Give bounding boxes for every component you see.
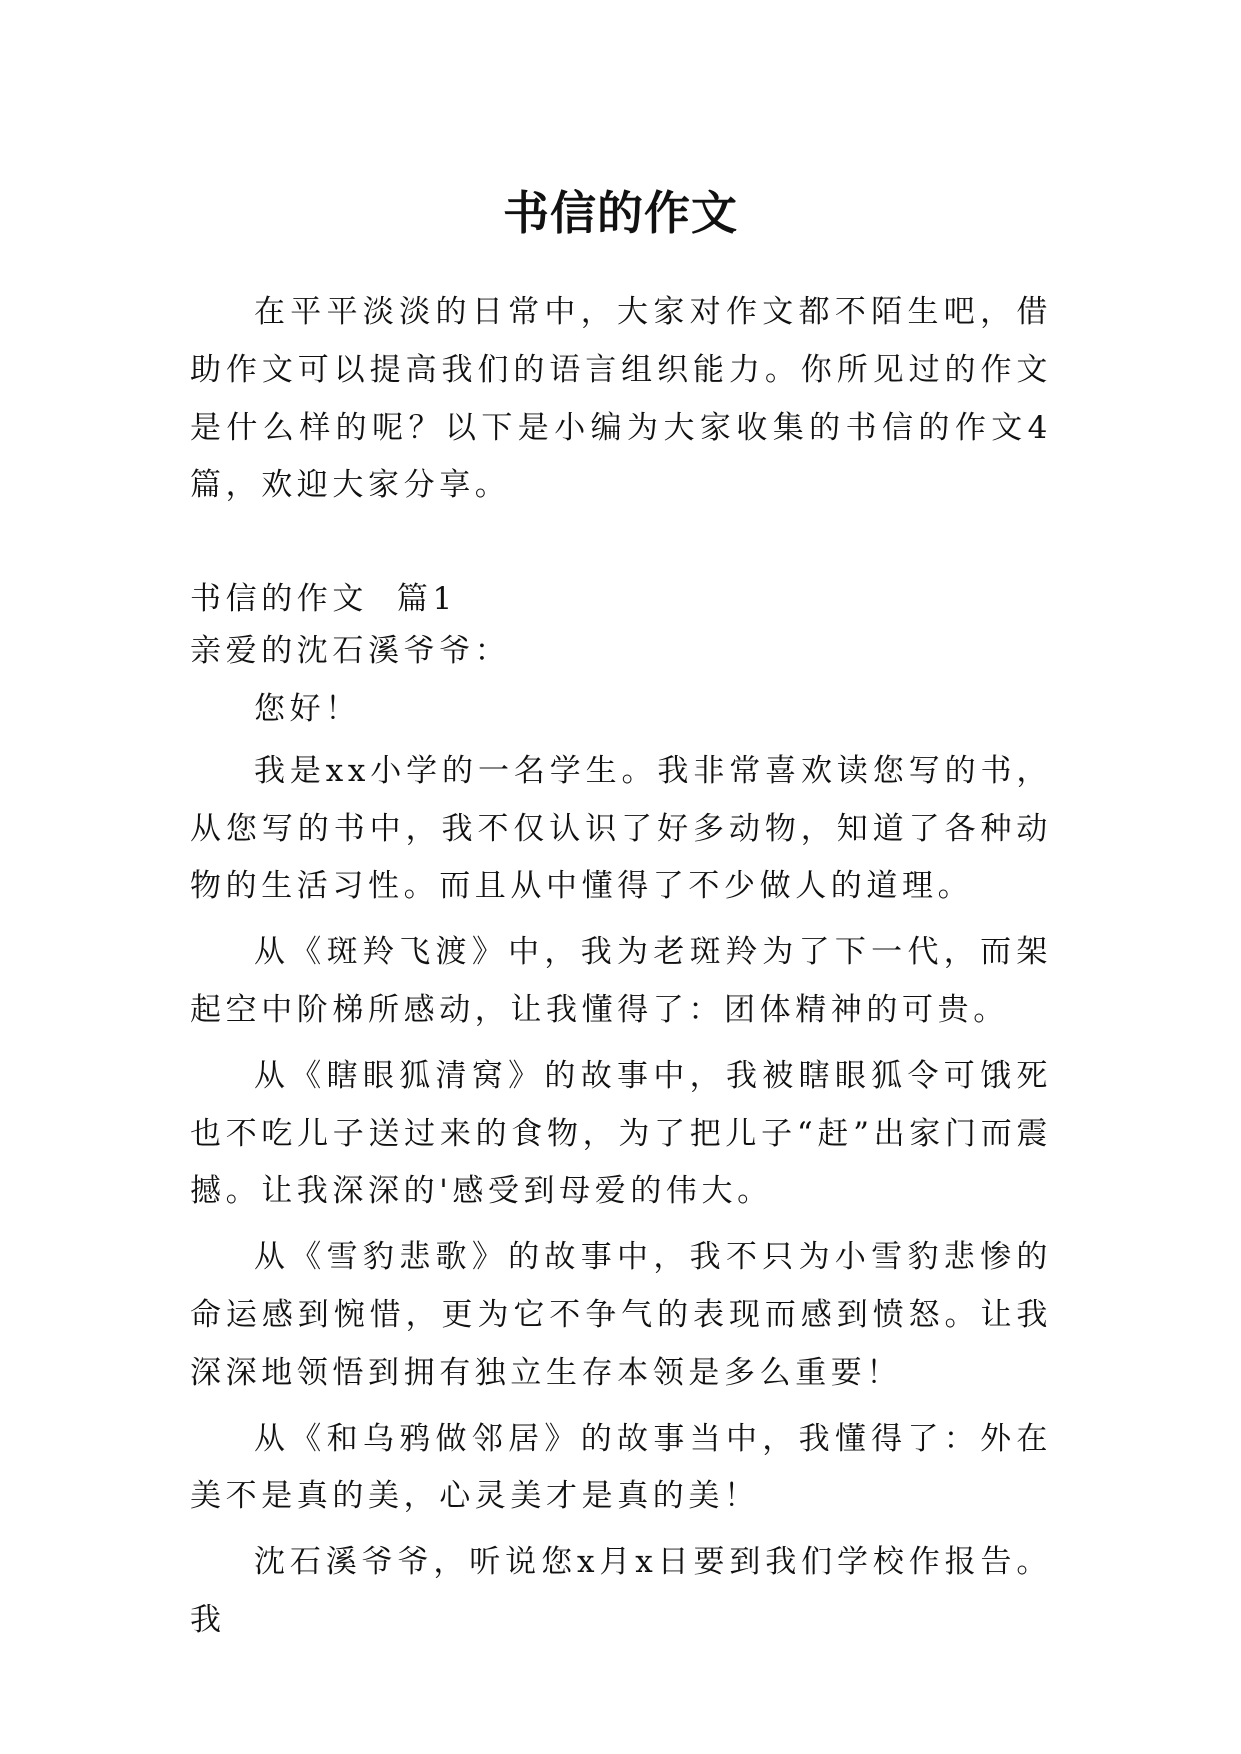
letter-paragraph: 我是xx小学的一名学生。我非常喜欢读您写的书，从您写的书中，我不仅认识了好多动物，知道了各种动物的生活习性。而且从中懂得了不少做人的道理。: [190, 752, 1052, 905]
intro-section: [190, 284, 1052, 515]
intro-paragraph: 在平平淡淡的日常中，大家对作文都不陌生吧，借助作文可以提高我们的语言组织能力。你所见过的作文是什么样的呢？以下是小编为大家收集的书信的作文4篇，欢迎大家分享。: [190, 294, 1052, 504]
letter-paragraph: 从《瞎眼狐清窝》的故事中，我被瞎眼狐令可饿死也不吃儿子送过来的食物，为了把儿子“赶”出家门而震撼。让我深深的'感受到母爱的伟大。: [190, 1057, 1052, 1210]
letter-paragraph: 沈石溪爷爷，听说您x月x日要到我们学校作报告。我: [190, 1544, 1052, 1638]
letter-paragraph: 从《和乌鸦做邻居》的故事当中，我懂得了：外在美不是真的美，心灵美才是真的美！: [190, 1420, 1052, 1515]
letter-paragraph: 从《雪豹悲歌》的故事中，我不只为小雪豹悲惨的命运感到惋惜，更为它不争气的表现而感到愤怒。让我深深地领悟到拥有独立生存本领是多么重要！: [190, 1239, 1052, 1391]
section-heading: 书信的作文 篇1: [190, 581, 457, 617]
letter-section: [190, 573, 1052, 1650]
letter-salutation: 亲爱的沈石溪爷爷：: [190, 633, 511, 669]
letter-greeting: 您好！: [254, 691, 361, 727]
document-title: 书信的作文: [503, 185, 738, 240]
letter-paragraph: 从《斑羚飞渡》中，我为老斑羚为了下一代，而架起空中阶梯所感动，让我懂得了：团体精神的可贵。: [190, 934, 1052, 1028]
